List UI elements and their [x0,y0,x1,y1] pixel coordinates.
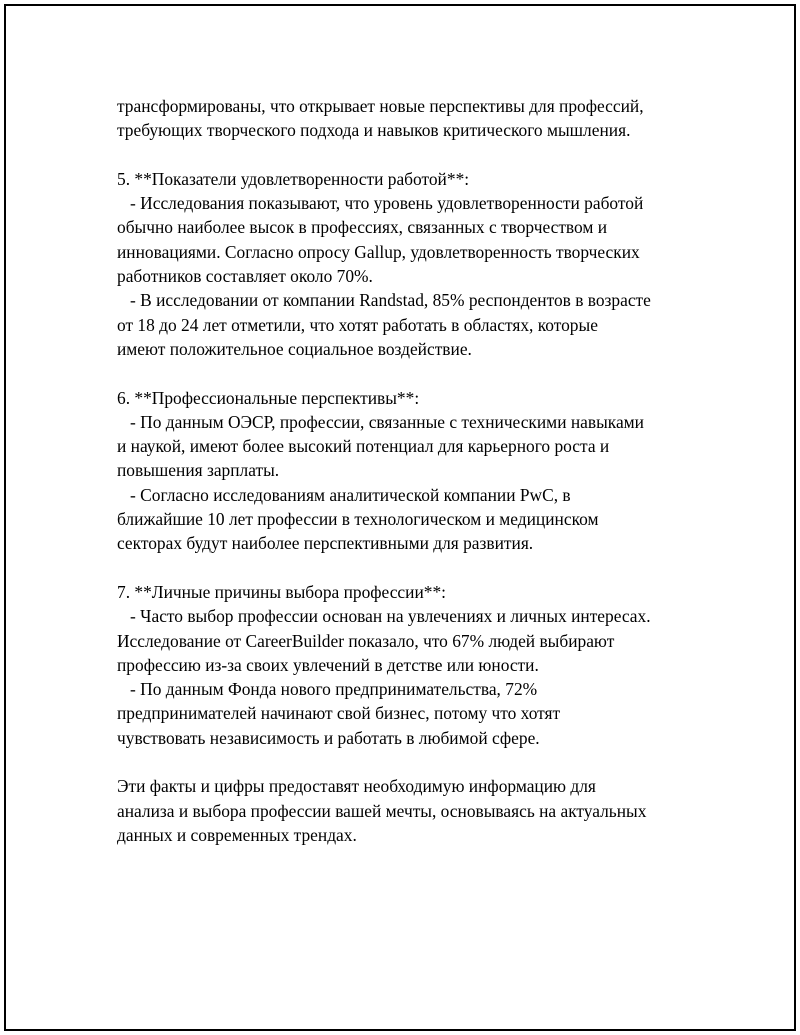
text-line: Исследование от CareerBuilder показало, что 67% людей выбирают [117,630,615,651]
text-line: от 18 до 24 лет отметили, что хотят работать в областях, которые [117,314,598,335]
text-line: анализа и выбора профессии вашей мечты, основываясь на актуальных [117,800,647,821]
text-line: инновациями. Согласно опросу Gallup, удовлетворенность творческих [117,241,640,262]
text-line: обычно наиболее высок в профессиях, связанных с творчеством и [117,217,608,238]
text-line: - В исследовании от компании Randstad, 85% респондентов в возрасте [117,290,651,311]
paragraph-spacer [117,143,692,167]
text-line: предпринимателей начинают свой бизнес, потому что хотят [117,703,561,724]
text-line: секторах будут наиболее перспективными для развития. [117,533,534,554]
text-line: требующих творческого подхода и навыков критического мышления. [117,120,631,141]
text-line: - Исследования показывают, что уровень удовлетворенности работой [117,193,644,214]
text-line: - По данным Фонда нового предпринимательства, 72% [117,679,538,700]
text-line: Эти факты и цифры предоставят необходимую информацию для [117,776,596,797]
text-line: трансформированы, что открывает новые перспективы для профессий, [117,96,644,116]
text-line: профессию из-за своих увлечений в детстве или юности. [117,654,539,675]
section-7 [117,580,692,750]
text-line: чувствовать независимость и работать в любимой сфере. [117,727,540,748]
text-line: ближайшие 10 лет профессии в технологическом и медицинском [117,509,599,530]
text-line: имеют положительное социальное воздействие. [117,338,472,359]
section-heading: 7. **Личные причины выбора профессии**: [117,581,446,602]
text-line: работников составляет около 70%. [117,266,373,287]
text-line: данных и современных трендах. [117,824,357,845]
section-heading: 5. **Показатели удовлетворенности работой**: [117,168,470,189]
document-body [117,94,692,847]
paragraph-spacer [117,556,692,580]
text-line: - По данным ОЭСР, профессии, связанные с техническими навыками [117,411,644,432]
conclusion-paragraph [117,774,692,847]
text-line: - Часто выбор профессии основан на увлечениях и личных интересах. [117,606,651,627]
paragraph-spacer [117,750,692,774]
section-5 [117,167,692,361]
text-line: повышения зарплаты. [117,460,280,481]
text-line: - Согласно исследованиям аналитической компании PwC, в [117,484,571,505]
paragraph-spacer [117,361,692,385]
section-6 [117,386,692,556]
section-heading: 6. **Профессиональные перспективы**: [117,387,420,408]
intro-paragraph [117,94,692,143]
text-line: и наукой, имеют более высокий потенциал для карьерного роста и [117,436,610,457]
